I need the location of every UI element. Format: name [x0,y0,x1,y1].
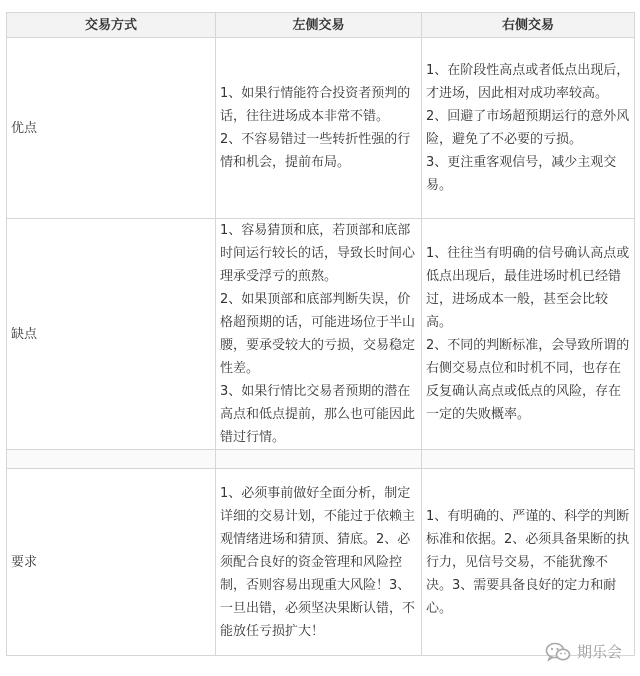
cell-requirements-right: 1、有明确的、严谨的、科学的判断标准和依据。2、必须具备果断的执行力，见信号交易，不能犹豫不决。3、需要具备良好的定力和耐心。 [422,469,635,656]
row-requirements [7,469,635,656]
watermark [545,641,622,662]
empty-cell [216,450,422,469]
row-label-requirements: 要求 [7,469,216,656]
watermark-text: 期乐会 [576,643,622,661]
comparison-table [6,12,635,656]
wechat-icon [545,642,571,662]
cell-requirements-left: 1、必须事前做好全面分析，制定详细的交易计划，不能过于依赖主观情绪进场和猜顶、猜底。2、必须配合良好的资金管理和风险控制，否则容易出现重大风险！3、一旦出错，必须坚决果断认错，不能放任亏损扩大！ [216,469,422,656]
header-left-trading: 左侧交易 [216,13,422,38]
cell-disadvantages-left: 1、容易猜顶和底，若顶部和底部时间运行较长的话，导致长时间心理承受浮亏的煎熬。 2、如果顶部和底部判断失误，价格超预期的话，可能进场位于半山腰，要承受较大的亏损，交易稳定性差。 3、如果行情比交易者预期的潜在高点和低点提前，那么也可能因此错过行情。 [216,219,422,450]
empty-cell [422,450,635,469]
header-row [7,13,635,38]
cell-disadvantages-right: 1、往往当有明确的信号确认高点或低点出现后，最佳进场时机已经错过，进场成本一般，甚至会比较高。 2、不同的判断标准，会导致所谓的右侧交易点位和时机不同，也存在反复确认高点或低点的风险，存在一定的失败概率。 [422,219,635,450]
row-disadvantages [7,219,635,450]
row-label-advantages: 优点 [7,38,216,219]
empty-cell [7,450,216,469]
header-right-trading: 右侧交易 [422,13,635,38]
row-label-disadvantages: 缺点 [7,219,216,450]
cell-advantages-right: 1、在阶段性高点或者低点出现后，才进场，因此相对成功率较高。 2、回避了市场超预期运行的意外风险，避免了不必要的亏损。 3、更注重客观信号，减少主观交易。 [422,38,635,219]
row-advantages [7,38,635,219]
cell-advantages-left: 1、如果行情能符合投资者预判的话，往往进场成本非常不错。 2、不容易错过一些转折性强的行情和机会，提前布局。 [216,38,422,219]
empty-row [7,450,635,469]
header-method: 交易方式 [7,13,216,38]
